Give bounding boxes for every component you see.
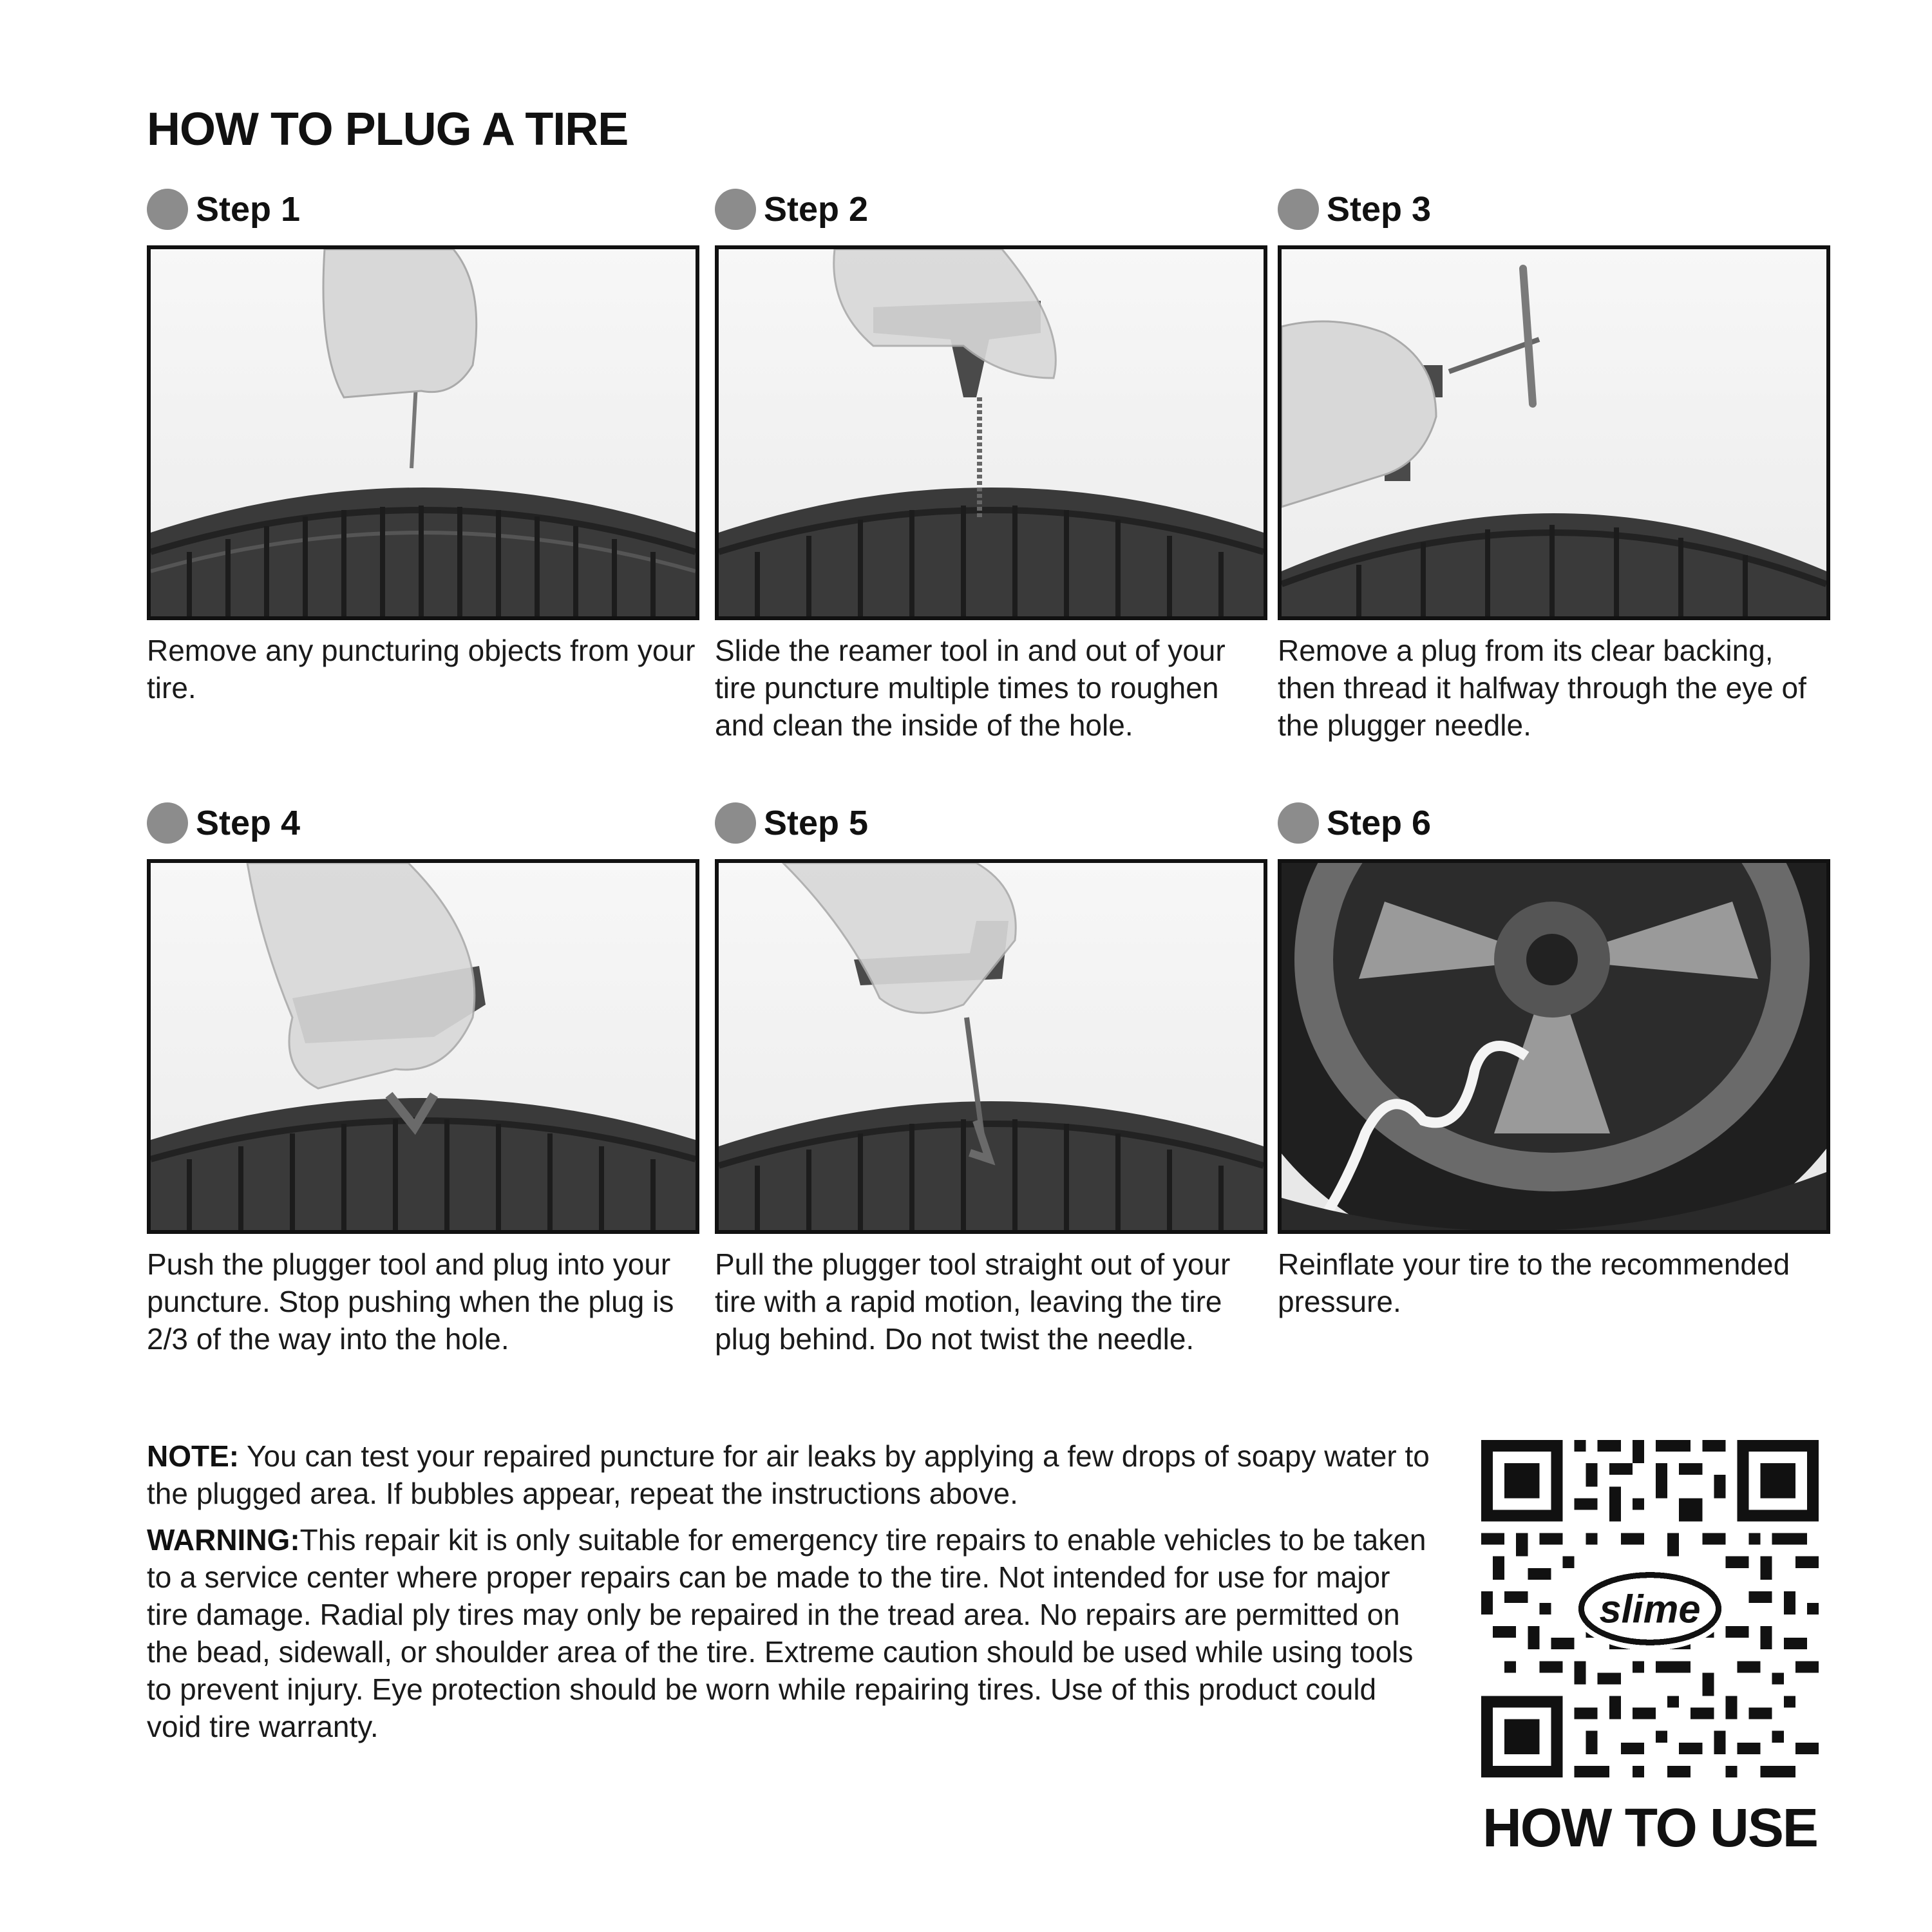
step-header (715, 184, 1264, 235)
step-3 (1278, 184, 1826, 744)
warning-label: WARNING: (147, 1523, 300, 1557)
qr-code[interactable] (1481, 1440, 1819, 1777)
step-bullet-icon (1278, 802, 1319, 844)
step-6 (1278, 797, 1826, 1320)
step-bullet-icon (147, 802, 188, 844)
how-to-use-label: HOW TO USE (1482, 1797, 1817, 1858)
step-bullet-icon (1278, 189, 1319, 230)
step-4 (147, 797, 696, 1358)
step-1 (147, 184, 696, 706)
step-5 (715, 797, 1264, 1358)
step-2-photo (715, 245, 1267, 620)
step-label: Step 1 (196, 190, 301, 229)
step-4-photo (147, 859, 699, 1234)
step-caption: Remove a plug from its clear backing, then thread it halfway through the eye of the plugger needle. (1278, 634, 1806, 742)
step-label: Step 6 (1327, 804, 1432, 842)
step-2 (715, 184, 1264, 744)
note-text: You can test your repaired puncture for air leaks by applying a few drops of soapy water to the plugged area. If bubbles appear, repeat the instructions above. (147, 1439, 1430, 1510)
step-1-photo (147, 245, 699, 620)
step-3-photo (1278, 245, 1830, 620)
step-header (1278, 184, 1826, 235)
step-header (147, 184, 696, 235)
step-label: Step 3 (1327, 190, 1432, 229)
step-caption: Push the plugger tool and plug into your puncture. Stop pushing when the plug is 2/3 of the way into the hole. (147, 1247, 674, 1356)
step-header (147, 797, 696, 849)
page-title: HOW TO PLUG A TIRE (147, 104, 629, 155)
note-label: NOTE: (147, 1439, 240, 1473)
slime-logo: slime (1599, 1587, 1701, 1632)
note-paragraph (147, 1437, 1435, 1512)
step-header (715, 797, 1264, 849)
step-label: Step 4 (196, 804, 301, 842)
step-label: Step 2 (764, 190, 869, 229)
step-5-photo (715, 859, 1267, 1234)
step-bullet-icon (715, 189, 756, 230)
warning-text: This repair kit is only suitable for emergency tire repairs to enable vehicles to be taken to a service center where proper repairs can be made to the tire. Not intended for use for major tire damage. Radial ply tires may only be repaired in the tread area. No repairs are permitted on the bead, sidewall, or shoulder area of the tire. Extreme caution should be used while using tools to prevent injury. Eye protection should be worn while repairing tires. Use of this product could void tire warranty. (147, 1523, 1426, 1743)
notes-section (147, 1437, 1435, 1754)
step-label: Step 5 (764, 804, 869, 842)
step-caption: Pull the plugger tool straight out of your tire with a rapid motion, leaving the tire plug behind. Do not twist the needle. (715, 1247, 1231, 1356)
step-6-photo (1278, 859, 1830, 1234)
step-caption: Remove any puncturing objects from your tire. (147, 634, 696, 705)
step-caption: Slide the reamer tool in and out of your tire puncture multiple times to roughen and clean the inside of the hole. (715, 634, 1226, 742)
step-bullet-icon (715, 802, 756, 844)
warning-paragraph (147, 1521, 1435, 1745)
step-header (1278, 797, 1826, 849)
step-bullet-icon (147, 189, 188, 230)
step-caption: Reinflate your tire to the recommended pressure. (1278, 1247, 1790, 1318)
